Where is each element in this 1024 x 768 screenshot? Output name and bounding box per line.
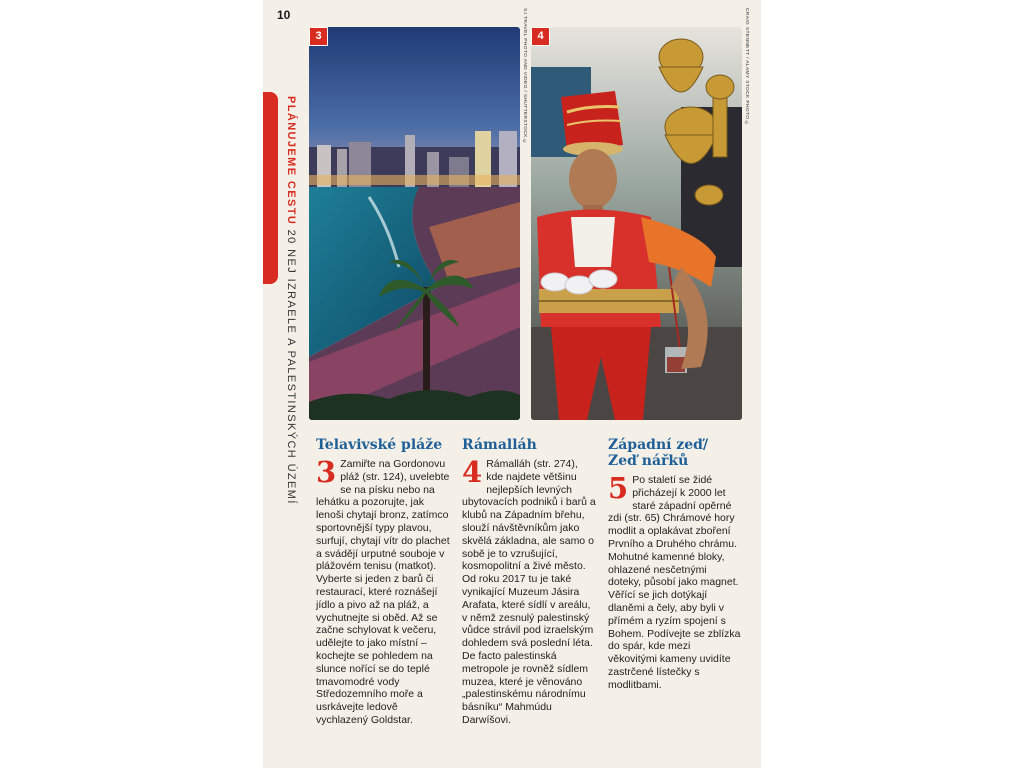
article-tel-aviv bbox=[316, 437, 450, 727]
article-number: 3 bbox=[316, 455, 337, 489]
ramallah-vendor-image bbox=[531, 27, 742, 420]
article-text: Zamiřte na Gordonovu pláž (str. 124), uvelebte se na písku nebo na lehátku a pozorujte, jak lenoši chytají bronz, zatímco sportovnější typy plavou, surfují, chytají vítr do plachet a svádějí urputné souboje v plážovém tenisu (matkot). Vyberte si jeden z barů či restaurací, které roznášejí jídlo a pivo až na pláž, a vychutnejte si oběd. Až se začne schylovat k večeru, udělejte to jako místní – kochejte se pohledem na slunce nořící se do teplé tmavomodré vody Středozemního moře a usrkávejte ledově vychlazený Goldstar. bbox=[316, 458, 450, 726]
article-number: 4 bbox=[462, 455, 483, 489]
running-head-title: 20 NEJ IZRAELE A PALESTINSKÝCH ÚZEMÍ bbox=[285, 229, 297, 505]
right-blank-margin bbox=[761, 0, 1024, 768]
photo-ramallah-vendor bbox=[531, 27, 742, 420]
chapter-tab bbox=[263, 92, 278, 284]
running-head bbox=[281, 96, 301, 505]
page-number: 10 bbox=[277, 8, 291, 22]
photo-badge-4: 4 bbox=[531, 27, 550, 46]
running-head-section: PLÁNUJEME CESTU bbox=[285, 96, 297, 226]
article-title: Telavivské pláže bbox=[316, 437, 443, 453]
article-number: 5 bbox=[608, 471, 629, 505]
photo-credit-3: SJ TRAVEL PHOTO AND VIDEO / SHUTTERSTOCK © bbox=[522, 8, 527, 145]
article-text: Rámalláh (str. 274), kde najdete většinu nejlepších levných ubytovacích podniků i barů a klubů na Západním břehu, slouží návštěvníkům jako skvělá základna, ale samo o sobě je to vzrušující, kosmopolitní a živé město. Od roku 2017 tu je také vynikající Muzeum Jásira Arafata, které sídlí v areálu, v němž zesnulý palestinský vůdce strávil pod izraelským dohledem svá poslední léta. De facto palestinská metropole je rovněž sídlem muzea, které je věnováno „palestinskému národnímu básníku“ Mahmúdu Darwíšovi. bbox=[462, 458, 596, 726]
photo-badge-3: 3 bbox=[309, 27, 328, 46]
article-title: Západní zeď/ Zeď nářků bbox=[608, 437, 709, 469]
left-blank-margin bbox=[0, 0, 263, 768]
article-ramallah bbox=[462, 437, 596, 727]
tel-aviv-beach-image bbox=[309, 27, 520, 420]
book-page bbox=[263, 0, 761, 768]
photo-credit-4: CRAIG STENNETT / ALAMY STOCK PHOTO © bbox=[744, 8, 749, 127]
article-western-wall bbox=[608, 437, 742, 692]
article-title: Rámalláh bbox=[462, 437, 537, 453]
article-text: Po staletí se židé přicházejí k 2000 let staré západní opěrné zdi (str. 65) Chrámové hory modlit a oplakávat zboření Prvního a Druhého chrámu. Mohutné kamenné bloky, ohlazené nesčetnými doteky, působí jako magnet. Věřící se jich dotýkají dlaněmi a čely, aby byli v přímém a ryzím spojení s Bohem. Podívejte se zblízka do spár, kde mezi věkovitými kameny uvidíte zastrčené lístečky s modlitbami. bbox=[608, 474, 741, 691]
photo-tel-aviv-beach bbox=[309, 27, 520, 420]
